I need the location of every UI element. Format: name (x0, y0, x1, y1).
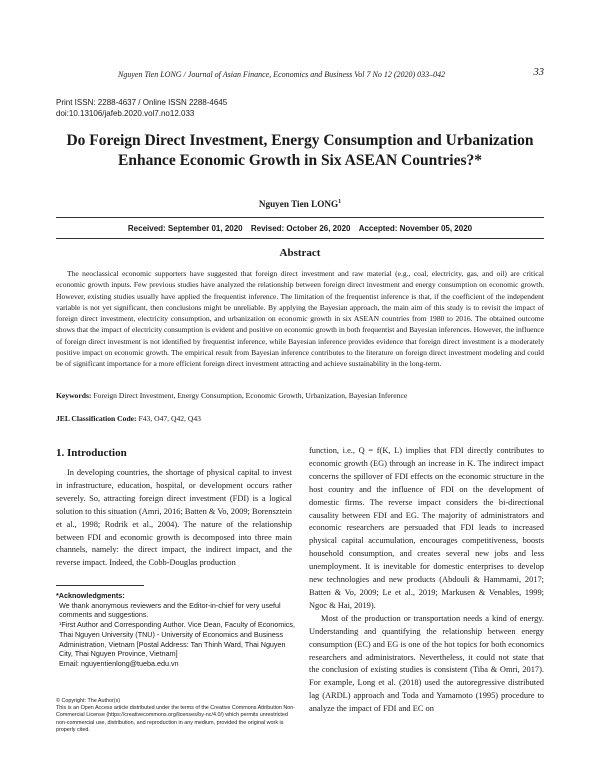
license-text: This is an Open Access article distributed under the terms of the Creative Commons Attribution Non-Commercial License (https://creativecommons.org/licenses/by-nc/4.0/) which permits unrestricted non-commercial use, distribution, and reproduction in any medium, provided the original work is properly cited. (56, 705, 296, 733)
jel-text: F43, O47, Q42, Q43 (136, 414, 201, 423)
title-line-1: Do Foreign Direct Investment, Energy Consumption and Urbanization (66, 132, 534, 149)
issn-block (56, 97, 227, 119)
author-footnote: ¹First Author and Corresponding Author. Vice Dean, Faculty of Economics, Thai Nguyen University (TNU) - University of Economics and Business Administration, Vietnam [Postal Address: Tan Thinh Ward, Thai Nguyen City, Thai Nguyen Province, Vietnam] (59, 620, 295, 659)
abstract-text: The neoclassical economic supporters have suggested that foreign direct investment and raw material (e.g., coal, electricity, gas, and oil) are critical economic growth inputs. Few previous studies have analyzed the relationship between foreign direct investment and energy consumption on economic growth. However, existing studies usually have applied the frequentist inference. The limitation of the frequentist inference is that, if the coefficient of the independent variable is not yet significant, then conclusions might be unreliable. By applying the Bayesian approach, the main aim of this study is to revisit the impact of foreign direct investment, electricity consumption, and urbanization on economic growth in six ASEAN countries from 1980 to 2016. The obtained outcome shows that the impact of electricity consumption is evident and positive on economic growth in both frequentist and Bayesian inferences. However, the influence of foreign direct investment is not identified by frequentist inference, while Bayesian inference provides evidence that foreign direct investment is a moderately positive impact on economic growth. The empirical result from Bayesian inference contributes to the literature on foreign direct investment modeling and could be of significant importance for a more efficient foreign direct investment attracting and achieve sustainability in the long-term. (56, 269, 544, 369)
accepted-date: Accepted: November 05, 2020 (358, 224, 473, 233)
divider-top (56, 217, 544, 218)
acknowledgments-text: We thank anonymous reviewers and the Editor-in-chief for very useful comments and suggestions. (59, 600, 281, 620)
revised-date: Revised: October 26, 2020 (250, 224, 351, 233)
copyright-line: © Copyright: The Author(s) (56, 698, 121, 704)
intro-right-column (309, 445, 544, 716)
submission-dates (56, 224, 544, 233)
intro-left-paragraph: In developing countries, the shortage of physical capital to invest in infrastructure, education, hospital, or development occurs rather severely. So, attracting foreign direct investment (FDI) is a logical solution to this situation (Amri, 2016; Batten & Vo, 2009; Borensztein et al., 1998; Rodrik et al., 2004). The nature of the relationship between FDI and economic growth is decomposed into three main channels, namely: the direct impact, the indirect impact, and the reverse impact. Indeed, the Cobb-Douglas production (56, 468, 292, 568)
paper-title (56, 131, 544, 171)
intro-right-paragraph-1: function, i.e., Q = f(K, L) implies that FDI directly contributes to economic growth (EG) through an increase in K. The indirect impact concerns the spillover of FDI effects on the economic structure in the host country and the influence of FDI on the development of domestic firms. The reverse impact considers the bi-directional causality between FDI and EG. The majority of administrators and economic researchers are persuaded that FDI leads to increased physical capital accumulation, encourages competitiveness, boosts household consumption, and creates several new jobs and less unemployment. It is inevitable for domestic enterprises to develop new technologies and new products (Abdouli & Hammami, 2017; Batten & Vo, 2009; Le et al., 2019; Markusen & Venables, 1999; Ngoc & Hai, 2019). (309, 446, 544, 610)
page-number: 33 (533, 67, 544, 78)
keywords-text: Foreign Direct Investment, Energy Consumption, Economic Growth, Urbanization, Bayesian Inference (91, 391, 408, 400)
jel-label: JEL Classification Code: (56, 414, 137, 423)
acknowledgments-heading: *Acknowledgments: (56, 591, 125, 600)
running-head: Nguyen Tien LONG / Journal of Asian Finance, Economics and Business Vol 7 No 12 (2020) 033–042 (118, 70, 446, 79)
issn-line: Print ISSN: 2288-4637 / Online ISSN 2288-4645 (56, 98, 228, 107)
author-name: Nguyen Tien LONG (258, 199, 339, 210)
abstract-heading: Abstract (279, 247, 321, 259)
section-heading-introduction: 1. Introduction (56, 447, 127, 459)
footnotes (56, 591, 296, 669)
intro-right-paragraph-2: Most of the production or transportation needs a kind of energy. Understanding and quantifying the relationship between energy consumption (EC) and EG is one of the hot topics for both economics researchers and administrators. Nevertheless, it could not state that the conclusion of existing studies is consistent (Tiba & Omri, 2017). For example, Long et al. (2018) used the autoregressive distributed lag (ARDL) approach and Toda and Yamamoto (1995) procedure to analyze the impact of FDI and EC on (309, 613, 544, 714)
jel-codes (56, 414, 544, 423)
received-date: Received: September 01, 2020 (127, 224, 243, 233)
author (56, 199, 544, 209)
title-line-2: Enhance Economic Growth in Six ASEAN Countries?* (117, 152, 482, 169)
license-block (56, 698, 296, 734)
author-email: Email: nguyentienlong@tueba.edu.vn (59, 658, 179, 668)
doi-line: doi:10.13106/jafeb.2020.vol7.no12.033 (56, 109, 195, 118)
keywords (56, 391, 544, 400)
footnote-rule (56, 585, 144, 586)
divider-bottom (56, 238, 544, 239)
keywords-label: Keywords: (56, 391, 92, 400)
author-affiliation-mark: 1 (338, 199, 342, 205)
